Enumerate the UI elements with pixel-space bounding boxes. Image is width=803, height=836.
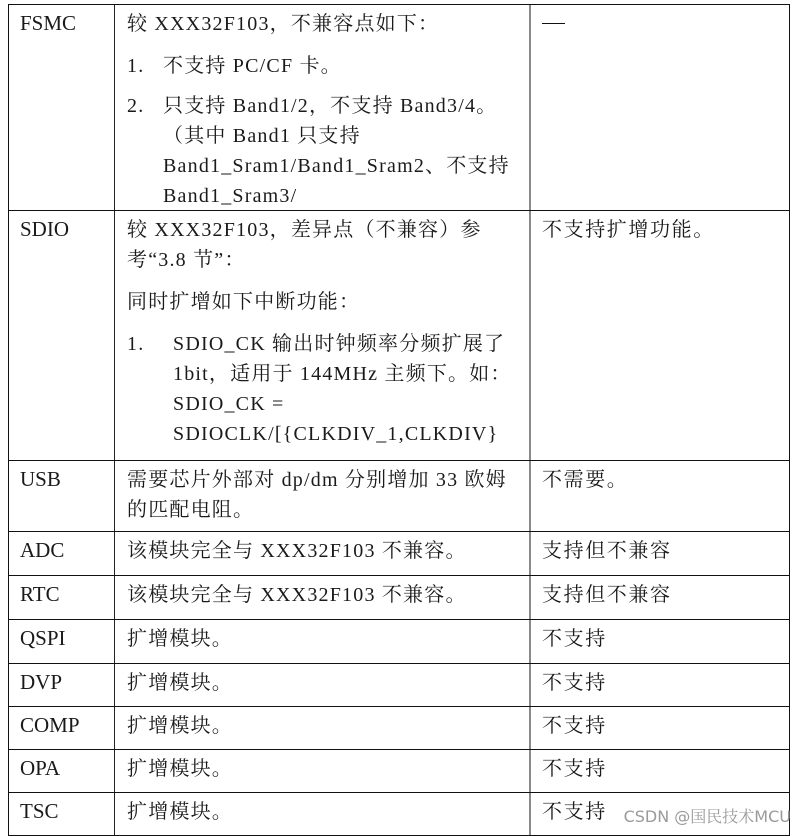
module-name: ADC [9, 532, 115, 575]
module-description [115, 211, 531, 460]
module-description: 需要芯片外部对 dp/dm 分别增加 33 欧姆的匹配电阻。 [115, 461, 531, 531]
table-row-qspi [9, 620, 789, 664]
module-note: 支持但不兼容 [542, 540, 672, 562]
module-name: USB [9, 461, 115, 531]
table-row-comp [9, 707, 789, 750]
description-intro: 较 XXX32F103，差异点（不兼容）参考“3.8 节”： [127, 219, 482, 271]
item-number: 1. [127, 55, 145, 77]
module-note: 不支持 [542, 715, 607, 737]
module-note: 不支持 [542, 758, 607, 780]
table-row-opa [9, 750, 789, 793]
module-description: 该模块完全与 XXX32F103 不兼容。 [115, 576, 531, 619]
module-name: OPA [9, 750, 115, 792]
description-intro: 较 XXX32F103，不兼容点如下： [127, 13, 440, 35]
module-description [115, 5, 531, 210]
item-text: 只支持 Band1/2，不支持 Band3/4。（其中 Band1 只支持 Band1_Sram1/Band1_Sram2、不支持 Band1_Sram3/ [163, 95, 510, 207]
module-description: 该模块完全与 XXX32F103 不兼容。 [115, 532, 531, 575]
module-note: 不支持 [542, 672, 607, 694]
module-note [531, 5, 789, 210]
dash-mark [542, 23, 565, 24]
description-item [127, 91, 521, 211]
item-text: SDIO_CK 输出时钟频率分频扩展了 1bit，适用于 144MHz 主频下。如：SDIO_CK = SDIOCLK/[{CLKDIV_1,CLKDIV} [173, 333, 512, 445]
module-description: 扩增模块。 [115, 750, 531, 792]
table-row-dvp [9, 664, 789, 707]
description-intro-2: 同时扩增如下中断功能： [127, 291, 361, 313]
module-name: COMP [9, 707, 115, 749]
description-item [127, 51, 521, 81]
module-note: 不支持扩增功能。 [542, 219, 715, 241]
module-name: QSPI [9, 620, 115, 663]
table-row-usb [9, 461, 789, 532]
item-text: 不支持 PC/CF 卡。 [163, 55, 342, 77]
module-description: 扩增模块。 [115, 664, 531, 706]
module-name: SDIO [9, 211, 115, 460]
table-row-sdio [9, 211, 789, 461]
module-note: 不支持 [542, 801, 607, 823]
table-row-adc [9, 532, 789, 576]
module-name: TSC [9, 793, 115, 835]
module-description: 扩增模块。 [115, 620, 531, 663]
compatibility-table [8, 4, 790, 836]
module-note: 支持但不兼容 [542, 584, 672, 606]
watermark: CSDN @国民技术MCU [623, 807, 791, 826]
module-name: FSMC [9, 5, 115, 210]
item-number: 2. [127, 95, 145, 117]
module-name: RTC [9, 576, 115, 619]
module-description: 扩增模块。 [115, 707, 531, 749]
module-note: 不支持 [542, 628, 607, 650]
table-row-rtc [9, 576, 789, 620]
module-note: 不需要。 [542, 469, 629, 491]
module-description: 扩增模块。 [115, 793, 531, 835]
table-row-fsmc [9, 5, 789, 211]
item-number: 1. [127, 333, 145, 355]
description-item [127, 329, 521, 449]
module-name: DVP [9, 664, 115, 706]
